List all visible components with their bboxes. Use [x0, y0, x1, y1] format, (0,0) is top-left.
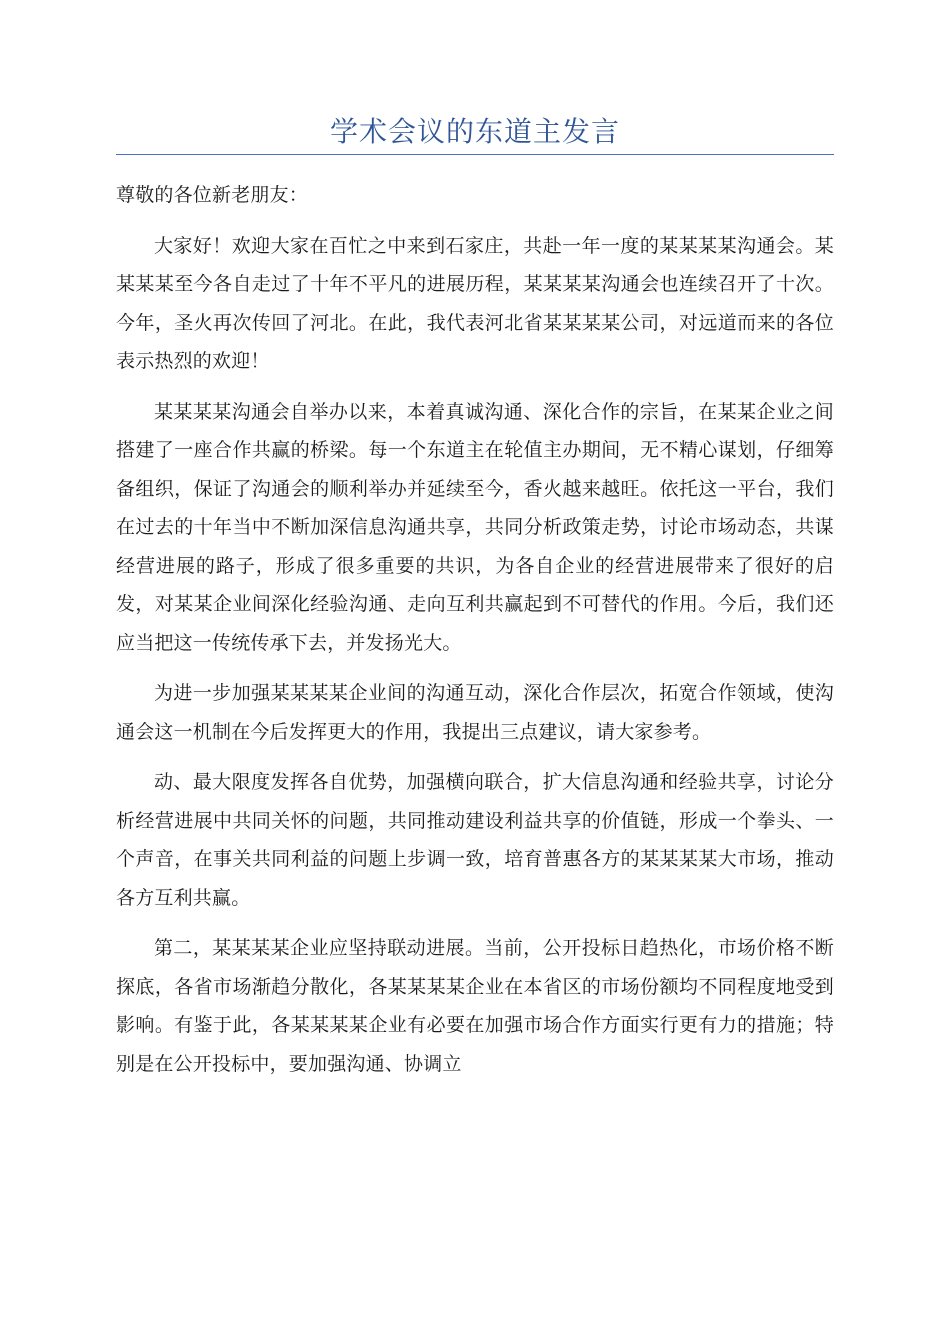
salutation: 尊敬的各位新老朋友：: [116, 184, 309, 206]
paragraph-suggestion-two: 第二，某某某某企业应坚持联动进展。当前，公开投标日趋热化，市场价格不断探底，各省市场渐趋分散化，各某某某某企业在本省区的市场份额均不同程度地受到影响。有鉴于此，各某某某某企业有必要在加强市场合作方面实行更有力的措施；特别是在公开投标中，要加强沟通、协调立: [116, 937, 834, 1075]
document-title: 学术会议的东道主发言: [329, 115, 620, 148]
document-body: [116, 176, 834, 1095]
paragraph-proposal-intro: 为进一步加强某某某某企业间的沟通互动，深化合作层次，拓宽合作领域，使沟通会这一机制在今后发挥更大的作用，我提出三点建议，请大家参考。: [116, 682, 834, 743]
paragraph-welcome: 大家好！欢迎大家在百忙之中来到石家庄，共赴一年一度的某某某某沟通会。某某某某至今各自走过了十年不平凡的进展历程，某某某某沟通会也连续召开了十次。今年，圣火再次传回了河北。在此，我代表河北省某某某某公司，对远道而来的各位表示热烈的欢迎！: [116, 234, 834, 372]
paragraph-suggestion-one: 动、最大限度发挥各自优势，加强横向联合，扩大信息沟通和经验共享，讨论分析经营进展中共同关怀的问题，共同推动建设利益共享的价值链，形成一个拳头、一个声音，在事关共同利益的问题上步调一致，培育普惠各方的某某某某大市场，推动各方互利共赢。: [116, 771, 834, 909]
paragraph-history: 某某某某沟通会自举办以来，本着真诚沟通、深化合作的宗旨，在某某企业之间搭建了一座合作共赢的桥梁。每一个东道主在轮值主办期间，无不精心谋划，仔细筹备组织，保证了沟通会的顺利举办并延续至今，香火越来越旺。依托这一平台，我们在过去的十年当中不断加深信息沟通共享，共同分析政策走势，讨论市场动态，共谋经营进展的路子，形成了很多重要的共识，为各自企业的经营进展带来了很好的启发，对某某企业间深化经验沟通、走向互利共赢起到不可替代的作用。今后，我们还应当把这一传统传承下去，并发扬光大。: [116, 400, 834, 654]
title-underline: [116, 154, 834, 155]
